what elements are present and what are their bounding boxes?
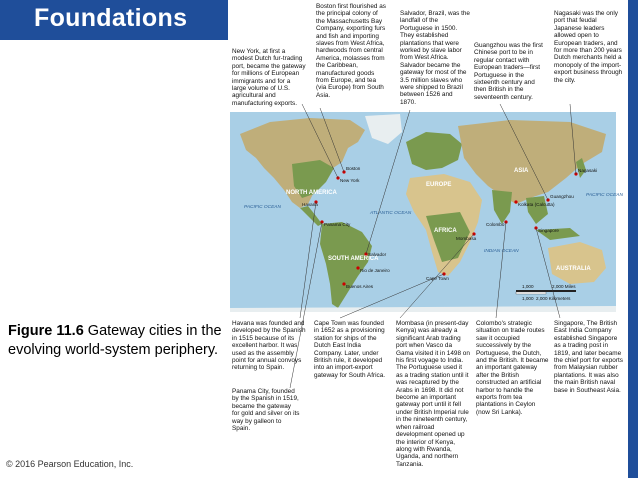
city-label-panama: Panama City [324, 222, 351, 227]
scale-miles-label: 2,000 Miles [552, 284, 576, 289]
label-asia: ASIA [514, 168, 529, 174]
note-new-york: New York, at first a modest Dutch fur-trading port, became the gateway for millions of European immigrants and for a large volume of U.S. agricultural and manufacturing exports. [232, 48, 306, 107]
world-map-svg [230, 112, 623, 312]
label-south-america: SOUTH AMERICA [328, 256, 379, 262]
label-europe: EUROPE [426, 182, 452, 188]
figure-caption-text: Gateway cities in the evolving world-system periphery. [8, 323, 222, 358]
slide-title: Foundations [34, 4, 188, 32]
label-north-america: NORTH AMERICA [286, 190, 337, 196]
scale-bar-line [516, 290, 576, 292]
label-atlantic: ATLANTIC OCEAN [370, 211, 412, 216]
note-havana: Havana was founded and developed by the Spanish in 1515 because of its excellent harbor. It was used as the assembly point for annual convoys returning to Spain. [232, 320, 306, 372]
city-label-kolkata: Kolkata (Calcutta) [518, 202, 555, 207]
label-africa: AFRICA [434, 228, 457, 234]
city-label-mombasa: Mombasa [456, 236, 477, 241]
city-label-buenos-aires: Buenos Aires [346, 284, 374, 289]
city-label-salvador: Salvador [368, 252, 387, 257]
city-label-cape-town: Cape Town [426, 276, 449, 281]
label-australia: AUSTRALIA [556, 266, 591, 272]
label-pacific-west: PACIFIC OCEAN [586, 193, 623, 198]
scale-bar-segment [516, 292, 546, 294]
figure-caption [8, 322, 230, 360]
city-label-boston: Boston [346, 166, 361, 171]
city-label-singapore: Singapore [538, 228, 559, 233]
note-mombasa: Mombasa (in present-day Kenya) was already a significant Arab trading port when Vasco da Gama visited it in 1498 on his first voyage to India. The Portuguese used it as a trading station until it was recaptured by the Arabs in 1698. It did not become an important gateway port until it fell under British Imperial rule in the nineteenth century, when railroad development opened up the interior of Kenya, along with Rwanda, Uganda, and northern Tanzania. [396, 320, 470, 468]
scale-km-label: 2,000 Kilometers [536, 296, 571, 301]
city-marker-colombo [504, 220, 507, 223]
city-label-new-york: New York [340, 178, 360, 183]
world-map [230, 112, 623, 312]
note-salvador: Salvador, Brazil, was the landfall of the Portuguese in 1500. They established plantations that were worked by slave labor from West Africa. Salvador became the gateway for most of the 3.5 million slaves who were shipped to Brazil between 1526 and 1870. [400, 10, 470, 106]
copyright-notice: © 2016 Pearson Education, Inc. [6, 459, 134, 469]
figure-label: Figure 11.6 [8, 323, 84, 339]
note-cape-town: Cape Town was founded in 1652 as a provisioning station for ships of the Dutch East India Company. Later, under British rule, it developed into an import-export gateway for South Africa. [314, 320, 386, 379]
note-panama: Panama City, founded by the Spanish in 1519, became the gateway for gold and silver on its way by galleon to Spain. [232, 388, 300, 433]
note-guangzhou: Guangzhou was the first Chinese port to be in regular contact with European traders—first Portuguese in the sixteenth century and then British in the seventeenth century. [474, 42, 543, 101]
city-label-colombo: Colombo [486, 222, 505, 227]
note-singapore: Singapore, The British East India Company established Singapore as a trading post in 1819, and later became the chief port for exports from Malaysian rubber plantations. It was also the main British naval base in Southeast Asia. [554, 320, 623, 394]
city-label-havana: Havana [302, 202, 318, 207]
label-pacific-east: PACIFIC OCEAN [244, 205, 281, 210]
city-label-guangzhou: Guangzhou [550, 194, 574, 199]
city-label-rio: Rio de Janeiro [360, 268, 390, 273]
note-boston: Boston first flourished as the principal colony of the Massachusetts Bay Company, exporting furs and fish and importing slaves from West Africa, hardwoods from central America, molasses from the Caribbean, manufactured goods from Europe, and tea (via Europe) from South Asia. [316, 3, 386, 99]
label-indian: INDIAN OCEAN [484, 249, 519, 254]
scale-km-mid: 1,000 [522, 296, 534, 301]
note-nagasaki: Nagasaki was the only port that feudal Japanese leaders allowed open to European traders, and for more than 200 years Dutch merchants held a monopoly of the import-export business through the city. [554, 10, 623, 84]
right-accent-strip [628, 0, 638, 478]
scale-miles-mid: 1,000 [522, 284, 534, 289]
note-colombo: Colombo's strategic situation on trade routes saw it occupied successively by the Portuguese, the Dutch, and the British. It became an important gateway after the British constructed an artificial harbor to handle the exports from tea plantations in Ceylon (now Sri Lanka). [476, 320, 549, 416]
city-label-nagasaki: Nagasaki [578, 168, 598, 173]
